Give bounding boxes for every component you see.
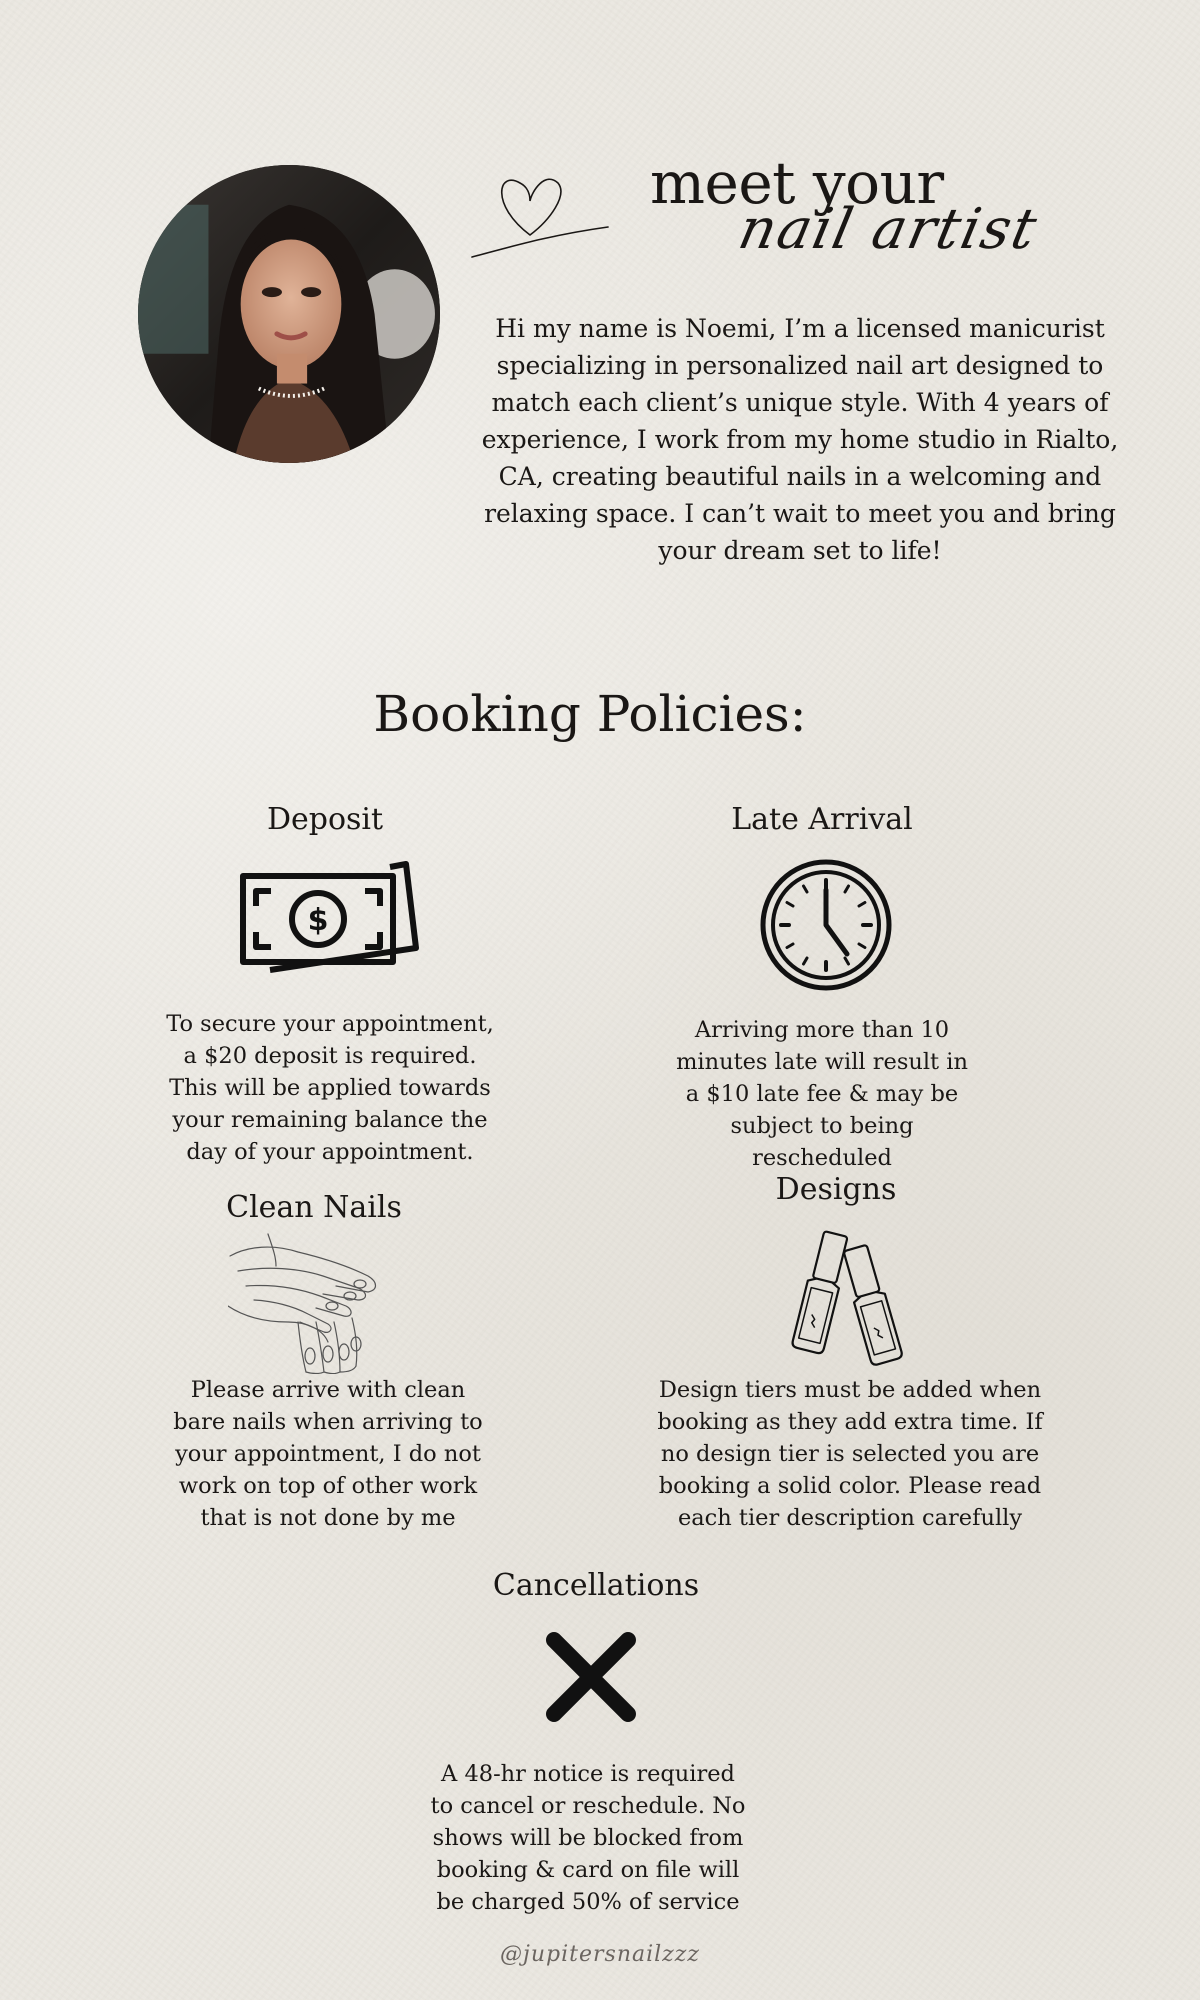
title-meet-your: meet your [650, 149, 944, 217]
policy-title-designs: Designs [775, 1172, 897, 1207]
policy-text-deposit: To secure your appointment, a $20 deposit is required. This will be applied towards your remaining balance the day of your appointment. [166, 1011, 494, 1165]
artist-portrait [138, 165, 440, 463]
policy-text-designs: Design tiers must be added when booking as they add extra time. If no design tier is selected you are booking a solid color. Please read each tier description carefully [657, 1377, 1043, 1531]
dollar-bill-icon [238, 858, 422, 978]
policy-title-clean-nails: Clean Nails [226, 1190, 402, 1225]
policy-text-clean-nails: Please arrive with clean bare nails when arriving to your appointment, I do not work on top of other work that is not done by me [173, 1377, 483, 1531]
x-mark-icon [544, 1630, 638, 1724]
heart-doodle-icon [470, 165, 610, 265]
policy-title-cancellations: Cancellations [492, 1568, 700, 1603]
instagram-handle: @jupitersnailzzz [500, 1942, 700, 1967]
policy-title-late-arrival: Late Arrival [731, 802, 913, 837]
policy-text-late-arrival: Arriving more than 10 minutes late will result in a $10 late fee & may be subject to being rescheduled [676, 1017, 968, 1171]
title-nail-artist: nail artist [733, 197, 1044, 262]
clock-icon [759, 858, 893, 992]
nail-polish-icon [780, 1228, 910, 1366]
hands-icon [228, 1226, 400, 1374]
intro-paragraph: Hi my name is Noemi, I’m a licensed manicurist specializing in personalized nail art designed to match each client’s unique style. With 4 years of experience, I work from my home studio in Rialto, CA, creating beautiful nails in a welcoming and relaxing space. I can’t wait to meet you and bring your dream set to life! [481, 314, 1119, 565]
policy-text-cancellations: A 48-hr notice is required to cancel or reschedule. No shows will be blocked from booking & card on file will be charged 50% of service [430, 1761, 746, 1915]
svg-text:$: $ [307, 903, 329, 938]
booking-policies-title: Booking Policies: [373, 685, 807, 743]
policy-title-deposit: Deposit [266, 802, 384, 837]
